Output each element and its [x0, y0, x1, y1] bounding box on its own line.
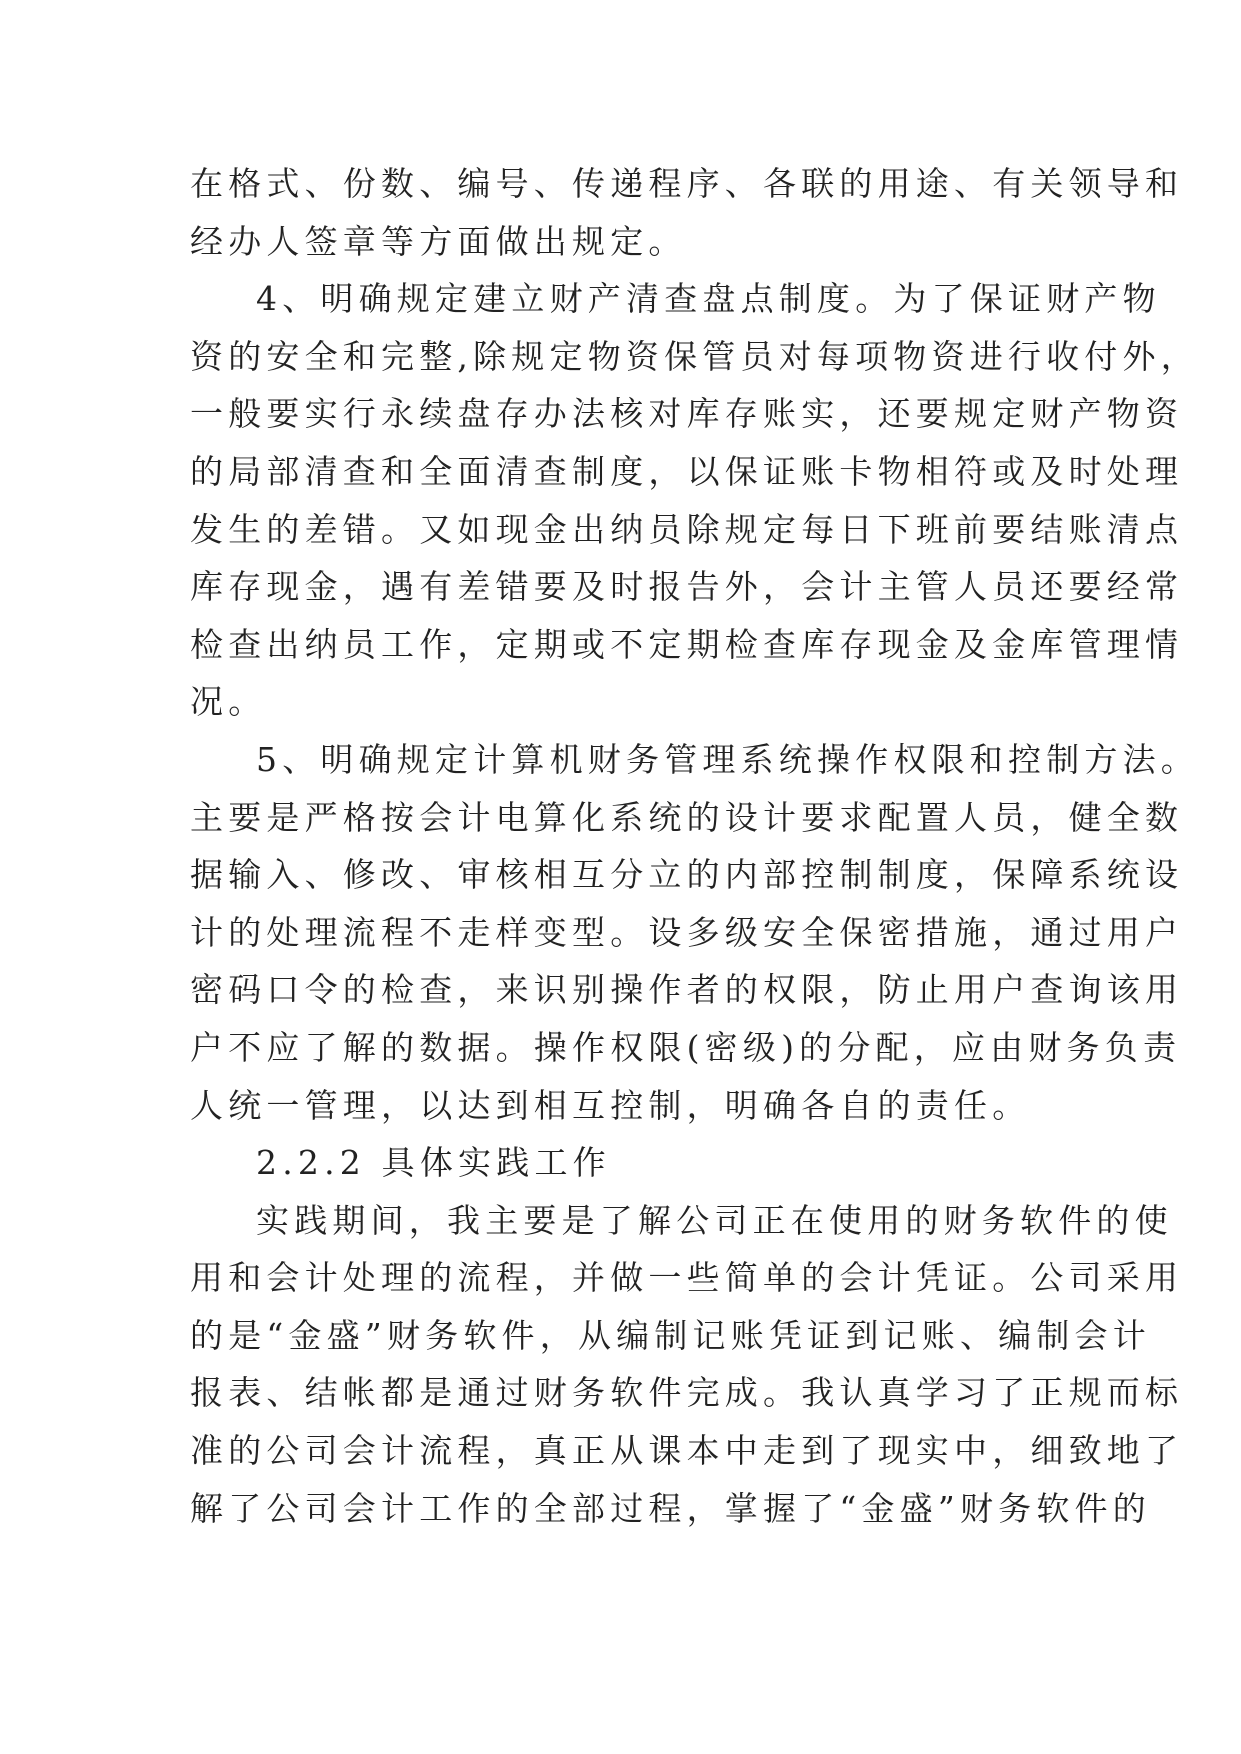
text-line: 况。 [190, 682, 267, 722]
text-line: 报表、结帐都是通过财务软件完成。我认真学习了正规而标 [190, 1373, 1184, 1413]
text-line: 人统一管理，以达到相互控制，明确各自的责任。 [190, 1085, 1031, 1125]
text-line: 密码口令的检查，来识别操作者的权限，防止用户查询该用 [190, 970, 1184, 1010]
text-line: 计的处理流程不走样变型。设多级安全保密措施，通过用户 [190, 912, 1184, 952]
text-line: 经办人签章等方面做出规定。 [190, 221, 687, 261]
text-line: 用和会计处理的流程，并做一些简单的会计凭证。公司采用 [190, 1258, 1184, 1298]
text-line: 检查出纳员工作，定期或不定期检查库存现金及金库管理情 [190, 624, 1184, 664]
text-line: 主要是严格按会计电算化系统的设计要求配置人员，健全数 [190, 797, 1184, 837]
body-text [190, 155, 1199, 1537]
text-line: 发生的差错。又如现金出纳员除规定每日下班前要结账清点 [190, 509, 1184, 549]
text-line: 资的安全和完整,除规定物资保管员对每项物资进行收付外， [190, 336, 1199, 376]
text-line: 库存现金，遇有差错要及时报告外，会计主管人员还要经常 [190, 567, 1184, 607]
text-line: 一般要实行永续盘存办法核对库存账实，还要规定财产物资 [190, 394, 1184, 434]
text-line: 的局部清查和全面清查制度，以保证账卡物相符或及时处理 [190, 451, 1184, 491]
text-line: 解了公司会计工作的全部过程，掌握了“金盛”财务软件的 [190, 1488, 1151, 1528]
text-line: 户不应了解的数据。操作权限(密级)的分配，应由财务负责 [190, 1027, 1182, 1067]
text-line: 5、明确规定计算机财务管理系统操作权限和控制方法。 [256, 739, 1199, 779]
text-line: 准的公司会计流程，真正从课本中走到了现实中，细致地了 [190, 1431, 1184, 1471]
section-heading: 2.2.2 具体实践工作 [256, 1143, 611, 1183]
text-line: 的是“金盛”财务软件，从编制记账凭证到记账、编制会计 [190, 1315, 1151, 1355]
text-line: 4、明确规定建立财产清查盘点制度。为了保证财产物 [256, 279, 1161, 319]
text-line: 实践期间，我主要是了解公司正在使用的财务软件的使 [256, 1200, 1173, 1240]
text-line: 据输入、修改、审核相互分立的内部控制制度，保障系统设 [190, 855, 1184, 895]
text-line: 在格式、份数、编号、传递程序、各联的用途、有关领导和 [190, 164, 1184, 203]
